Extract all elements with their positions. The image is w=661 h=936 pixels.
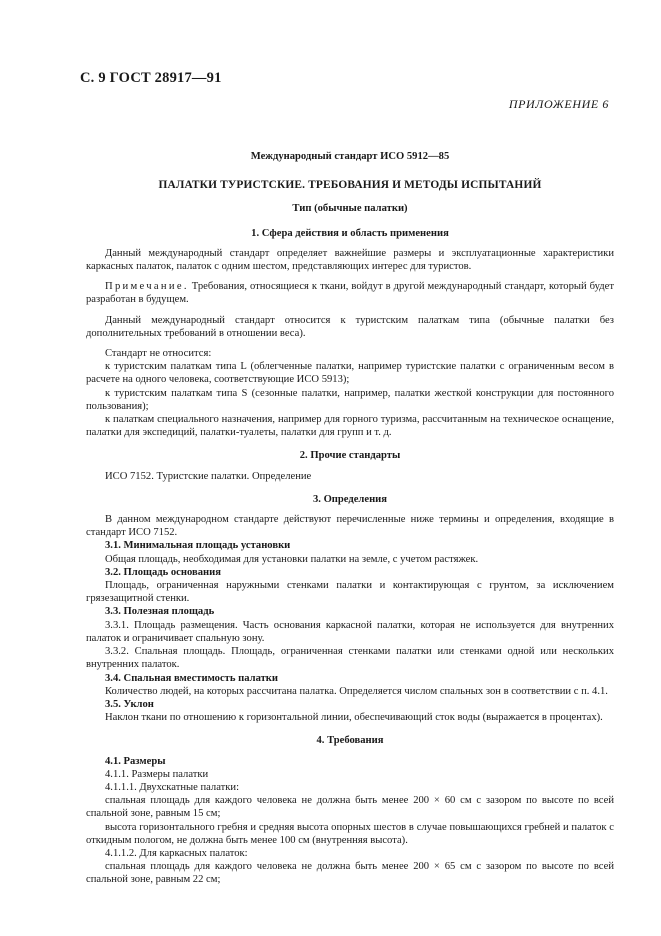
page-header: С. 9 ГОСТ 28917—91 [80,70,222,86]
section-2-heading: 2. Прочие стандарты [299,450,401,462]
section-3-heading: 3. Определения [312,493,388,505]
document-subtitle: Тип (обычные палатки) [292,203,408,215]
subsection-3-3-2-text: 3.3.2. Спальная площадь. Площадь, ограниченная стенками палатки или стенками одной или нескольких внутренних палаток. [86,646,614,671]
subsection-3-5-text: Наклон ткани по отношению к горизонтальной линии, обеспечивающий сток воды (выражается в процентах). [105,712,603,724]
section-3-intro: В данном международном стандарте действуют перечисленные ниже термины и определения, входящие в стандарт ИСО 7152. [86,514,614,539]
subsection-3-2-heading: 3.2. Площадь основания [105,566,221,578]
subsection-3-3-heading: 3.3. Полезная площадь [105,606,215,618]
section-2-paragraph: ИСО 7152. Туристские палатки. Определение [105,470,312,482]
section-4-paragraph: спальная площадь для каждого человека не должна быть менее 200 × 65 см с зазором по высоте по всей спальной зоне, равным 22 см; [86,861,614,886]
subsection-3-4-text: Количество людей, на которых рассчитана палатка. Определяется числом спальных зон в соответствии с п. 4.1. [105,685,608,697]
section-4-heading: 4. Требования [316,735,384,747]
section-1-paragraph: к палаткам специального назначения, например для горного туризма, рассчитанным на техническое оснащение, палатки для экспедиций, палатки-туалеты, палатки для групп и т. д. [86,414,614,439]
document-title: ПАЛАТКИ ТУРИСТСКИЕ. ТРЕБОВАНИЯ И МЕТОДЫ ИСПЫТАНИЙ [158,179,542,192]
section-1-paragraph: к туристским палаткам типа L (облегченные палатки, например туристские палатки с ограниченным весом в расчете на одного человека, соответствующие ИСО 5913); [86,361,614,386]
subsection-4-1-1-2-text: 4.1.1.2. Для каркасных палаток: [105,847,248,859]
document-body [86,150,614,887]
section-1-paragraph: к туристским палаткам типа S (сезонные палатки, например, палатки жесткой конструкции для постоянного пользования); [86,387,614,412]
section-1-heading: 1. Сфера действия и область применения [251,227,449,239]
subsection-3-5-heading: 3.5. Уклон [105,698,154,710]
subsection-3-1-heading: 3.1. Минимальная площадь установки [105,540,291,552]
section-1-paragraph: Данный международный стандарт относится к туристским палаткам типа (обычные палатки без дополнительных требований в отношении веса). [86,314,614,339]
note-text: Требования, относящиеся к ткани, войдут в другой международный стандарт, который будет разработан в будущем. [86,281,614,306]
subsection-3-4-heading: 3.4. Спальная вместимость палатки [105,672,279,684]
section-4-paragraph: спальная площадь для каждого человека не должна быть менее 200 × 60 см с зазором по высоте по всей спальной зоне, равным 15 см; [86,795,614,820]
subsection-4-1-1-1-text: 4.1.1.1. Двухскатные палатки: [105,781,240,793]
standard-title: Международный стандарт ИСО 5912—85 [250,151,450,162]
subsection-4-1-1-text: 4.1.1. Размеры палатки [105,768,209,780]
subsection-3-2-text: Площадь, ограниченная наружными стенками палатки и контактирующая с грунтом, за исключением грязезащитной стенки. [86,580,614,605]
section-1-note [86,280,614,306]
subsection-4-1-heading: 4.1. Размеры [105,755,166,767]
note-label: Примечание. [105,281,189,293]
section-4-paragraph: высота горизонтального гребня и средняя высота опорных шестов в случае повышающихся гребней и палаток с откидным пологом, не должна быть менее 100 см (внутренняя высота). [86,821,614,846]
section-1-paragraph: Данный международный стандарт определяет важнейшие размеры и эксплуатационные характеристики каркасных палаток, палаток с одним шестом, представляющих интерес для туристов. [86,247,614,273]
appendix-label: ПРИЛОЖЕНИЕ 6 [508,97,609,111]
subsection-3-3-1-text: 3.3.1. Площадь размещения. Часть основания каркасной палатки, которая не используется для внутренних палаток и ограничивает спальную зону. [86,619,614,644]
subsection-3-1-text: Общая площадь, необходимая для установки палатки на земле, с учетом растяжек. [105,553,479,565]
section-1-paragraph: Стандарт не относится: [105,348,212,360]
